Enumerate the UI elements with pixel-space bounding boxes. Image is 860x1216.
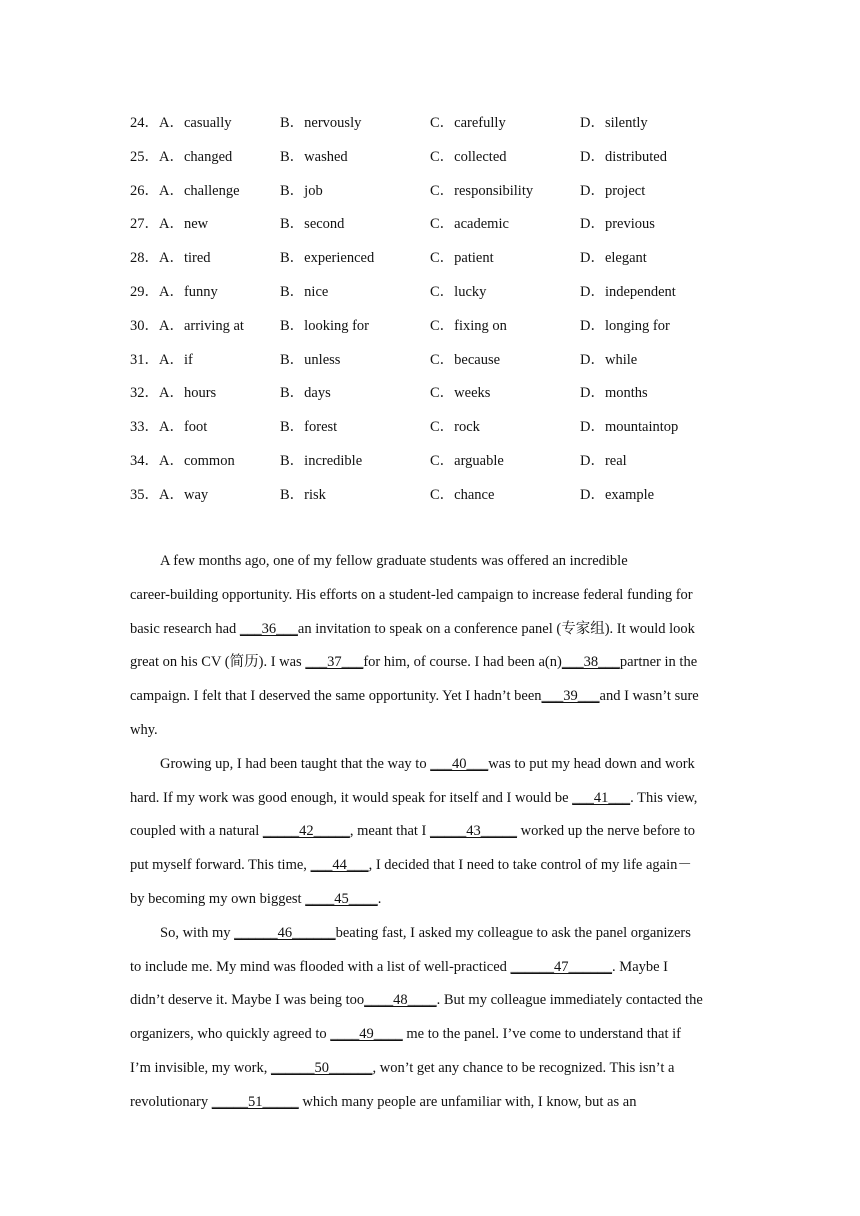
passage-line — [130, 922, 732, 956]
option-b[interactable] — [280, 212, 430, 233]
option-text: A．tired — [159, 250, 211, 267]
option-text: B．nice — [280, 283, 329, 300]
question-number: 27． — [130, 216, 159, 233]
option-b[interactable] — [280, 280, 430, 301]
passage-text: me to the panel. I’ve come to understand that if — [402, 1026, 681, 1043]
passage-text: . This view, — [630, 789, 698, 806]
option-text: B．risk — [280, 486, 326, 503]
blank-37[interactable]: ___37___ — [305, 654, 364, 671]
passage-line — [130, 1091, 732, 1125]
option-text: A．common — [159, 452, 235, 469]
option-c[interactable] — [430, 415, 580, 436]
passage-text: I’m invisible, my work, — [130, 1059, 271, 1076]
passage-text: and I wasn’t sure — [599, 688, 699, 705]
option-text: C．arguable — [430, 452, 504, 469]
option-b[interactable] — [280, 111, 430, 132]
passage-text: put myself forward. This time, — [130, 857, 311, 874]
cloze-passage — [130, 550, 732, 1125]
question-number: 32． — [130, 385, 159, 402]
option-text: B．experienced — [280, 250, 375, 267]
option-a[interactable] — [130, 381, 280, 402]
option-text: A．new — [159, 216, 209, 233]
option-c[interactable] — [430, 314, 580, 335]
passage-text: revolutionary — [130, 1093, 212, 1110]
option-text: A．funny — [159, 283, 218, 300]
option-d[interactable] — [580, 314, 730, 335]
option-text: A．arriving at — [159, 317, 244, 334]
passage-text: beating fast, I asked my colleague to ask the panel organizers — [335, 924, 691, 941]
option-d[interactable] — [580, 246, 730, 267]
passage-text: to include me. My mind was flooded with a list of well-practiced — [130, 958, 511, 975]
option-b[interactable] — [280, 314, 430, 335]
blank-46[interactable]: ______46______ — [234, 924, 336, 941]
question-number: 35． — [130, 486, 159, 503]
question-number: 24． — [130, 115, 159, 131]
option-d[interactable] — [580, 449, 730, 470]
question-number: 30． — [130, 317, 159, 334]
passage-line — [130, 989, 732, 1023]
option-text: A．changed — [159, 148, 233, 165]
passage-line — [130, 888, 732, 922]
passage-text: . — [377, 890, 382, 907]
passage-line — [130, 651, 732, 685]
passage-line — [130, 685, 732, 719]
option-a[interactable] — [130, 348, 280, 369]
passage-text: career-building opportunity. His efforts on a student-led campaign to increase federal funding for — [130, 586, 693, 603]
option-text: C．collected — [430, 148, 507, 165]
passage-line — [130, 1057, 732, 1091]
option-d[interactable] — [580, 111, 730, 132]
passage-text: for him, of course. I had been a(n) — [363, 654, 562, 671]
option-text: C．weeks — [430, 385, 491, 402]
option-text: B．days — [280, 385, 331, 402]
option-a[interactable] — [130, 314, 280, 335]
passage-text: basic research had — [130, 620, 240, 637]
option-text: C．chance — [430, 486, 495, 503]
option-c[interactable] — [430, 246, 580, 267]
option-text: D．project — [580, 182, 646, 199]
option-text: D．previous — [580, 216, 655, 233]
passage-text: . Maybe I — [612, 958, 669, 975]
option-text: B．looking for — [280, 317, 370, 334]
passage-line — [130, 753, 732, 787]
option-b[interactable] — [280, 415, 430, 436]
option-b[interactable] — [280, 246, 430, 267]
option-b[interactable] — [280, 348, 430, 369]
option-c[interactable] — [430, 381, 580, 402]
passage-text: So, with my — [160, 924, 235, 941]
option-a[interactable] — [130, 179, 280, 200]
option-a[interactable] — [130, 246, 280, 267]
option-text: D．while — [580, 351, 638, 368]
passage-text: Growing up, I had been taught that the way to — [160, 755, 431, 772]
passage-line — [130, 820, 732, 854]
option-text: D．longing for — [580, 317, 670, 334]
blank-51[interactable]: _____51_____ — [211, 1093, 299, 1110]
option-b[interactable] — [280, 145, 430, 166]
question-number: 26． — [130, 182, 159, 199]
option-b[interactable] — [280, 381, 430, 402]
option-text: C．fixing on — [430, 317, 507, 334]
option-d[interactable] — [580, 415, 730, 436]
blank-47[interactable]: ______47______ — [510, 958, 613, 975]
option-b[interactable] — [280, 179, 430, 200]
passage-text: didn’t deserve it. Maybe I was being too — [130, 992, 365, 1009]
option-d[interactable] — [580, 348, 730, 369]
option-a[interactable] — [130, 145, 280, 166]
option-b[interactable] — [280, 483, 430, 504]
passage-text: which many people are unfamiliar with, I know, but as an — [298, 1093, 637, 1110]
passage-text: , won’t get any chance to be recognized. This isn’t a — [372, 1059, 675, 1076]
blank-48[interactable]: ____48____ — [364, 992, 437, 1009]
passage-text: an invitation to speak on a conference panel (专家组). It would look — [297, 620, 695, 637]
passage-line — [130, 618, 732, 652]
question-number: 25． — [130, 148, 159, 165]
blank-40[interactable]: ___40___ — [430, 755, 489, 772]
passage-text: partner in the — [619, 654, 698, 671]
passage-line — [130, 550, 732, 584]
option-a[interactable] — [130, 111, 280, 132]
passage-line — [130, 956, 732, 990]
option-text: B．job — [280, 182, 323, 199]
question-number: 33． — [130, 419, 159, 436]
option-d[interactable] — [580, 280, 730, 301]
passage-text: hard. If my work was good enough, it would speak for itself and I would be — [130, 789, 573, 806]
option-text: B．unless — [280, 351, 341, 368]
option-text: C．rock — [430, 419, 480, 436]
question-number: 29． — [130, 283, 159, 300]
option-text: A．foot — [159, 419, 208, 436]
option-b[interactable] — [280, 449, 430, 470]
option-text: C．academic — [430, 216, 509, 233]
passage-text: coupled with a natural — [130, 823, 263, 840]
option-c[interactable] — [430, 145, 580, 166]
option-d[interactable] — [580, 179, 730, 200]
blank-44[interactable]: ___44___ — [310, 857, 369, 874]
blank-38[interactable]: ___38___ — [561, 654, 620, 671]
option-text: D．elegant — [580, 250, 647, 267]
blank-39[interactable]: ___39___ — [541, 688, 600, 705]
passage-line — [130, 787, 732, 821]
blank-42[interactable]: _____42_____ — [262, 823, 350, 840]
passage-line — [130, 854, 732, 888]
option-text: B．forest — [280, 419, 338, 436]
option-text: D．independent — [580, 283, 676, 300]
option-text: D．example — [580, 486, 655, 503]
passage-line — [130, 584, 732, 618]
option-d[interactable] — [580, 212, 730, 233]
passage-text: was to put my head down and work — [488, 755, 695, 772]
question-number: 28． — [130, 250, 159, 267]
option-text: A．if — [159, 351, 193, 368]
option-d[interactable] — [580, 483, 730, 504]
blank-43[interactable]: _____43_____ — [430, 823, 518, 840]
option-a[interactable] — [130, 415, 280, 436]
option-c[interactable] — [430, 280, 580, 301]
option-text: D．real — [580, 452, 627, 469]
option-text: C．carefully — [430, 115, 506, 131]
option-text: C．patient — [430, 250, 494, 267]
option-text: A．hours — [159, 385, 217, 402]
option-text: C．responsibility — [430, 182, 534, 199]
passage-line — [130, 1023, 732, 1057]
option-text: B．incredible — [280, 452, 363, 469]
option-c[interactable] — [430, 449, 580, 470]
option-a[interactable] — [130, 483, 280, 504]
passage-text: by becoming my own biggest — [130, 890, 306, 907]
option-c[interactable] — [430, 483, 580, 504]
option-text: D．distributed — [580, 148, 667, 165]
passage-line — [130, 719, 732, 753]
passage-text: . But my colleague immediately contacted the — [436, 992, 703, 1009]
option-text: D．silently — [580, 115, 648, 131]
passage-text: great on his CV (简历). I was — [130, 654, 306, 671]
option-text: A．way — [159, 486, 209, 503]
option-c[interactable] — [430, 179, 580, 200]
blank-45[interactable]: ____45____ — [305, 890, 378, 907]
option-text: B．second — [280, 216, 345, 233]
blank-49[interactable]: ____49____ — [330, 1026, 403, 1043]
option-text: B．washed — [280, 148, 348, 165]
option-text: C．because — [430, 351, 501, 368]
option-c[interactable] — [430, 212, 580, 233]
option-a[interactable] — [130, 212, 280, 233]
option-text: D．months — [580, 385, 648, 402]
option-a[interactable] — [130, 449, 280, 470]
option-text: C．lucky — [430, 283, 487, 300]
passage-text: organizers, who quickly agreed to — [130, 1026, 331, 1043]
option-text: D．mountaintop — [580, 419, 679, 436]
option-text: A．casually — [159, 115, 232, 131]
option-text: B．nervously — [280, 115, 362, 131]
passage-text: , I decided that I need to take control of my life again－ — [368, 857, 692, 874]
passage-text: worked up the nerve before to — [517, 823, 695, 840]
passage-text: , meant that I — [349, 823, 431, 840]
blank-36[interactable]: ___36___ — [239, 620, 298, 637]
blank-41[interactable]: ___41___ — [572, 789, 631, 806]
option-text: A．challenge — [159, 182, 240, 199]
option-d[interactable] — [580, 381, 730, 402]
blank-50[interactable]: ______50______ — [270, 1059, 373, 1076]
question-number: 34． — [130, 452, 159, 469]
option-d[interactable] — [580, 145, 730, 166]
option-a[interactable] — [130, 280, 280, 301]
passage-text: campaign. I felt that I deserved the same opportunity. Yet I hadn’t been — [130, 688, 542, 705]
question-number: 31． — [130, 351, 159, 368]
passage-text: why. — [130, 721, 158, 738]
option-c[interactable] — [430, 111, 580, 132]
passage-text: A few months ago, one of my fellow graduate students was offered an incredible — [160, 553, 628, 569]
option-c[interactable] — [430, 348, 580, 369]
